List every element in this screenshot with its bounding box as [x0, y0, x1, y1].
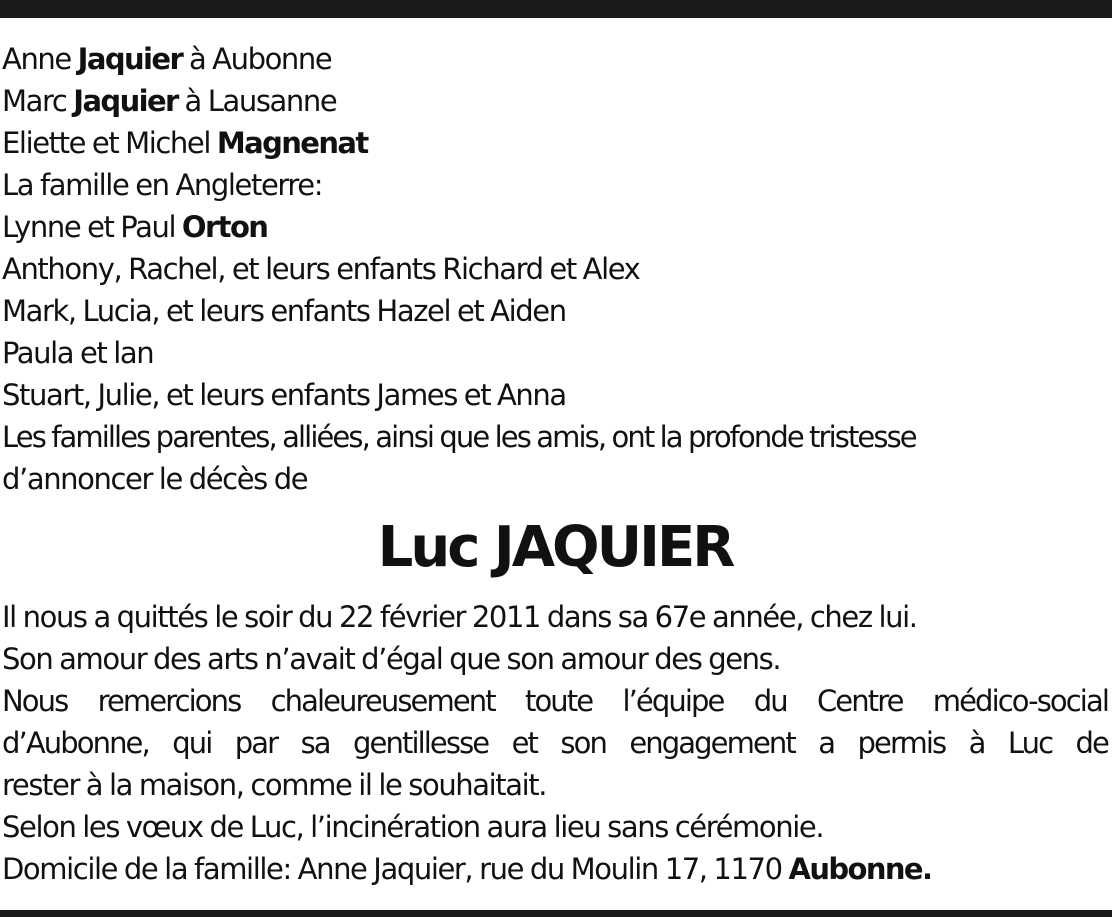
- family-line-magnenat: Eliette et Michel Magnenat: [2, 126, 368, 160]
- top-rule: [0, 0, 1112, 18]
- family-line-anne: Anne Jaquier à Aubonne: [2, 42, 332, 76]
- family-line-paula: Paula et lan: [2, 336, 154, 370]
- family-line-mark: Mark, Lucia, et leurs enfants Hazel et Aiden: [2, 294, 566, 328]
- body-line-voeux: Selon les vœux de Luc, l’incinération aura lieu sans cérémonie.: [2, 810, 824, 844]
- family-line-familles: Les familles parentes, alliées, ainsi que les amis, ont la profonde tristesse: [2, 420, 916, 454]
- family-line-anthony: Anthony, Rachel, et leurs enfants Richard et Alex: [2, 252, 640, 286]
- family-line-annoncer: d’annoncer le décès de: [2, 462, 308, 496]
- family-line-angleterre: La famille en Angleterre:: [2, 168, 323, 202]
- body-line-maison: rester à la maison, comme il le souhaitait.: [2, 768, 547, 802]
- body-line-date: Il nous a quittés le soir du 22 février 2011 dans sa 67e année, chez lui.: [2, 600, 917, 634]
- family-line-marc: Marc Jaquier à Lausanne: [2, 84, 337, 118]
- body-line-aubonne: d’Aubonne, qui par sa gentillesse et son engagement a permis à Luc de: [2, 726, 1108, 760]
- body-line-remerciements: Nous remercions chaleureusement toute l’équipe du Centre médico-social: [2, 684, 1108, 718]
- family-line-orton: Lynne et Paul Orton: [2, 210, 268, 244]
- body-line-amour: Son amour des arts n’avait d’égal que son amour des gens.: [2, 642, 781, 676]
- deceased-name: Luc JAQUIER: [377, 515, 733, 580]
- bottom-rule: [0, 910, 1112, 917]
- domicile-line: Domicile de la famille: Anne Jaquier, rue du Moulin 17, 1170 Aubonne.: [2, 852, 932, 886]
- obituary-notice: [2, 38, 1108, 890]
- family-line-stuart: Stuart, Julie, et leurs enfants James et Anna: [2, 378, 566, 412]
